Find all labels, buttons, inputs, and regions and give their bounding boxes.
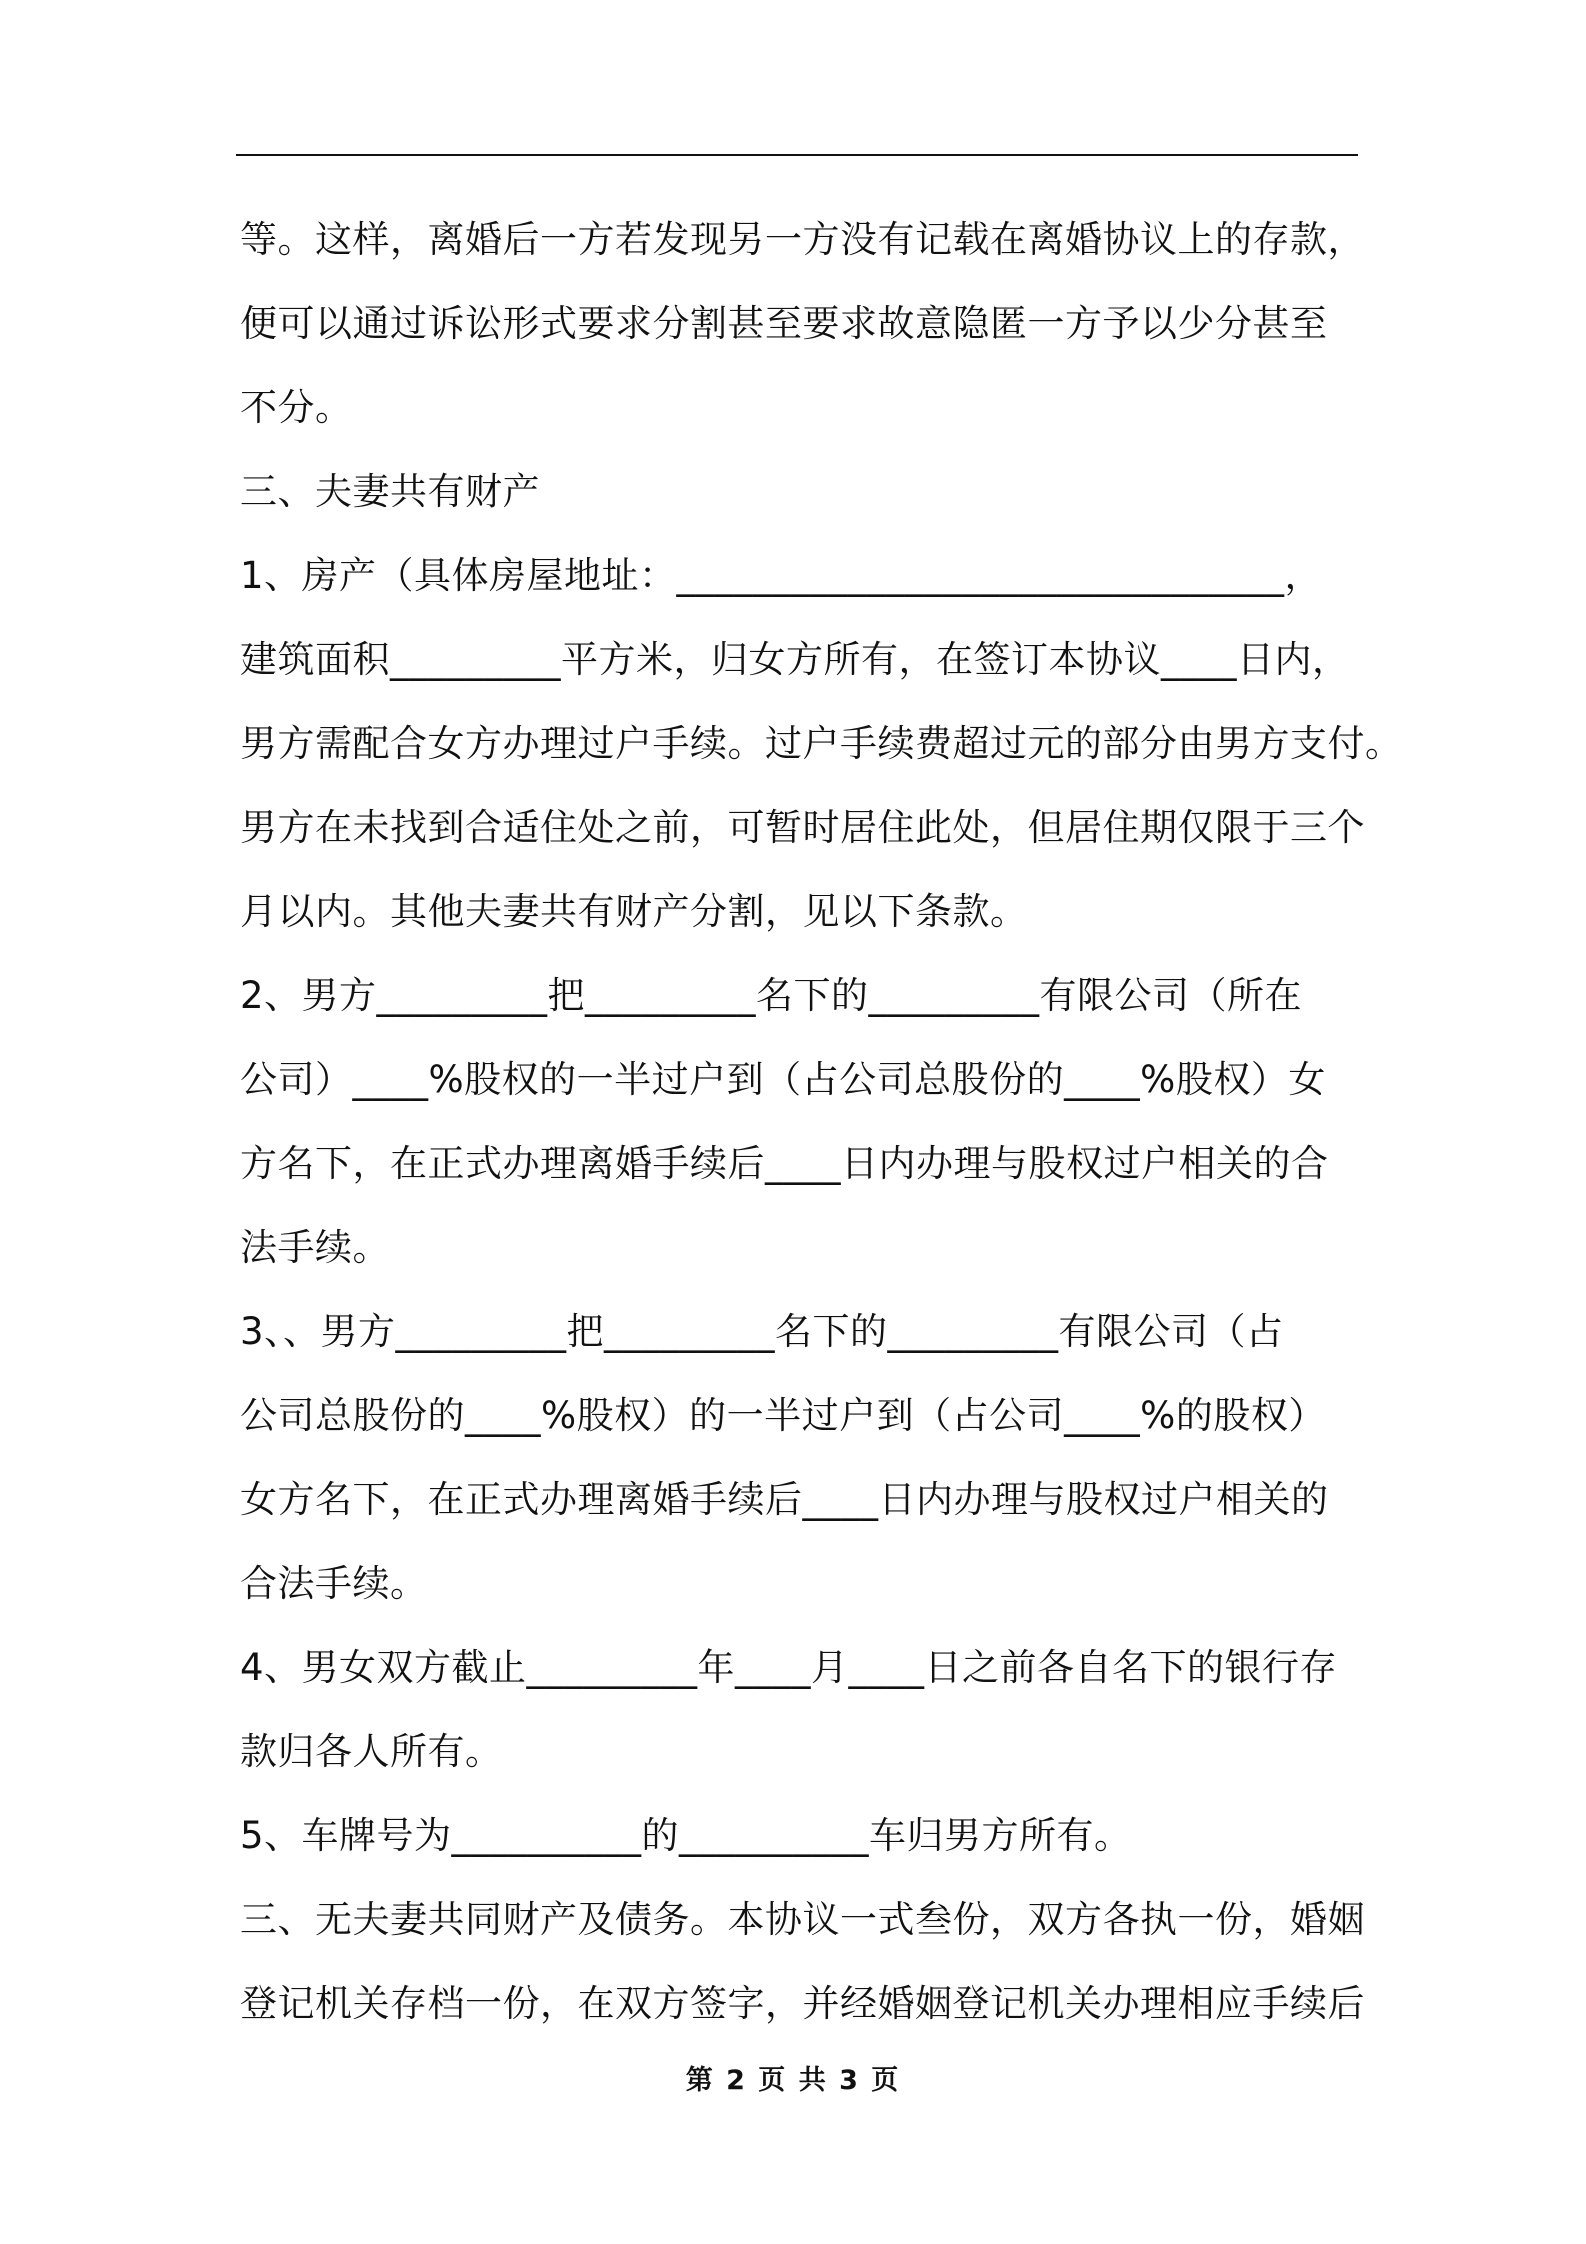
section-heading: 三、夫妻共有财产 xyxy=(240,470,540,513)
section-heading: 三、无夫妻共同财产及债务。本协议一式叁份，双方各执一份，婚姻 xyxy=(240,1898,1365,1941)
text-line: 1、房产（具体房屋地址：________________________________， xyxy=(240,554,1323,597)
text-line: 男方在未找到合适住处之前，可暂时居住此处，但居住期仅限于三个 xyxy=(240,806,1365,849)
text-line: 4、男女双方截止_________年____月____日之前各自名下的银行存 xyxy=(240,1646,1338,1689)
text-line: 建筑面积_________平方米，归女方所有，在签订本协议____日内， xyxy=(240,638,1350,681)
text-line: 公司）____%股权的一半过户到（占公司总股份的____%股权）女 xyxy=(240,1058,1326,1101)
text-line: 女方名下，在正式办理离婚手续后____日内办理与股权过户相关的 xyxy=(240,1478,1329,1521)
text-line: 款归各人所有。 xyxy=(240,1730,503,1773)
header-divider xyxy=(236,154,1358,156)
document-body xyxy=(240,198,1403,2046)
text-line: 不分。 xyxy=(240,386,353,429)
page-number: 第 2 页 共 3 页 xyxy=(685,2065,901,2096)
text-line: 合法手续。 xyxy=(240,1562,428,1605)
text-line: 公司总股份的____%股权）的一半过户到（占公司____%的股权） xyxy=(240,1394,1326,1437)
text-line: 便可以通过诉讼形式要求分割甚至要求故意隐匿一方予以少分甚至 xyxy=(240,302,1328,345)
text-line: 3、、男方_________把_________名下的_________有限公司（占 xyxy=(240,1310,1284,1353)
text-line: 2、男方_________把_________名下的_________有限公司（所在 xyxy=(240,974,1303,1017)
text-line: 方名下，在正式办理离婚手续后____日内办理与股权过户相关的合 xyxy=(240,1142,1329,1185)
text-line: 男方需配合女方办理过户手续。过户手续费超过元的部分由男方支付。 xyxy=(240,722,1403,765)
text-line: 法手续。 xyxy=(240,1226,390,1269)
text-line: 等。这样，离婚后一方若发现另一方没有记载在离婚协议上的存款， xyxy=(240,218,1365,261)
text-line: 登记机关存档一份，在双方签字，并经婚姻登记机关办理相应手续后 xyxy=(240,1982,1365,2025)
text-line: 5、车牌号为__________的__________车归男方所有。 xyxy=(240,1814,1132,1857)
text-line: 月以内。其他夫妻共有财产分割，见以下条款。 xyxy=(240,890,1028,933)
